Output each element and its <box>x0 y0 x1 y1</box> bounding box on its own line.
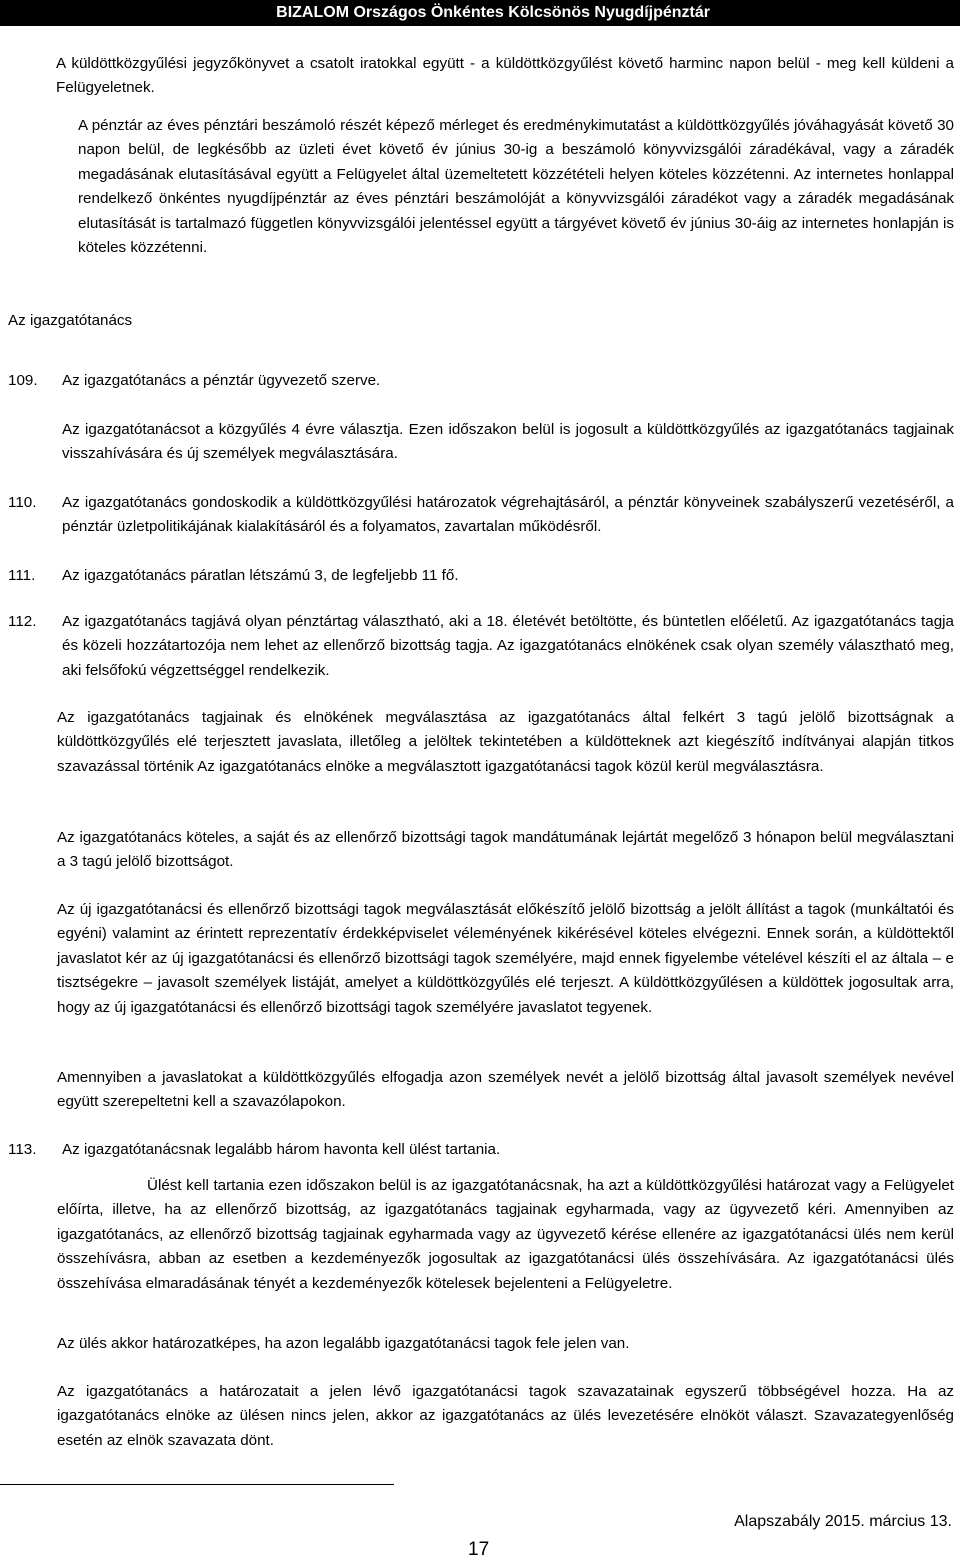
item-text-110: Az igazgatótanács gondoskodik a küldöttközgyűlési határozatok végrehajtásáról, a pénztár könyveinek szabályszerű vezetéséről, a pénztár üzletpolitikájának kialakításáról és a folyamatos, zavartalan működésről. <box>62 494 954 536</box>
item-113-paragraph-4: Az igazgatótanács a határozatait a jelen lévő igazgatótanácsi tagok szavazatainak egyszerű többségével hozza. Ha az igazgatótanács elnöke az ülésen nincs jelen, akkor az igazgatótanács az ülés levezetésére elnököt választ. Szavazategyenlőség esetén az elnök szavazata dönt. <box>57 1383 954 1449</box>
item-112-paragraph-2: Az igazgatótanács tagjainak és elnökének megválasztása az igazgatótanács által felkért 3 tagú jelölő bizottságnak a küldöttközgyűlés elé terjesztett javaslata, illetőleg a jelöltek tekintetében a küldötteknek azt kiegészítő indítványai alapján titkos szavazással történik Az igazgatótanács elnöke a megválasztott igazgatótanácsi tagok közül kerül megválasztásra. <box>57 709 954 775</box>
item-number-111: 111. <box>8 567 36 584</box>
page-number: 17 <box>468 1539 490 1560</box>
item-number-112: 112. <box>8 613 37 630</box>
item-number-109: 109. <box>8 372 38 389</box>
paragraph-intro: A küldöttközgyűlési jegyzőkönyvet a csatolt iratokkal együtt - a küldöttközgyűlést követő harminc napon belül - meg kell küldeni a Felügyeletnek. <box>56 55 954 97</box>
header-band <box>0 0 960 26</box>
item-text-111: Az igazgatótanács páratlan létszámú 3, de legfeljebb 11 fő. <box>62 567 459 584</box>
item-112-paragraph-3: Az igazgatótanács köteles, a saját és az ellenőrző bizottsági tagok mandátumának lejártát megelőző 3 hónapon belül megválasztani a 3 tagú jelölő bizottságot. <box>57 829 954 871</box>
item-sub-109: Az igazgatótanácsot a közgyűlés 4 évre választja. Ezen időszakon belül is jogosult a küldöttközgyűlés az igazgatótanács tagjainak visszahívására és új személyek megválasztására. <box>62 421 954 463</box>
item-text-112: Az igazgatótanács tagjává olyan pénztártag választható, aki a 18. életévét betöltötte, és büntetlen előéletű. Az igazgatótanács tagja és közeli hozzátartozója nem lehet az ellenőrző bizottság tagja. Az igazgatótanács elnökének csak olyan személy választható meg, aki felsőfokú végzettséggel rendelkezik. <box>62 613 954 679</box>
document-header-title: BIZALOM Országos Önkéntes Kölcsönös Nyugdíjpénztár <box>276 4 710 21</box>
paragraph-beszamolo: A pénztár az éves pénztári beszámoló részét képező mérleget és eredménykimutatást a küldöttközgyűlés jóváhagyását követő 30 napon belül, de legkésőbb az üzleti évet követő év június 30-ig a beszámoló könyvvizsgálói záradékával, vagy a záradék megadásának elutasításával együtt a Felügyelet által üzemeltetett közzétételi helyen köteles közzétenni. Az internetes honlappal rendelkező önkéntes nyugdíjpénztár az éves pénztári beszámolóját a könyvvizsgálói záradékot vagy a záradék megadásának elutasítását is tartalmazó független könyvvizsgálói jelentéssel együtt a tárgyévet követő év június 30-áig az internetes honlapján is köteles közzétenni. <box>78 117 954 257</box>
item-113-paragraph-2: Ülést kell tartania ezen időszakon belül is az igazgatótanácsnak, ha azt a küldöttközgyűlési határozat vagy a Felügyelet előírta, illetve, ha az ellenőrző bizottság, az igazgatótanács tagjainak egyharmada, vagy az ügyvezető kéri. Amennyiben az igazgatótanács, az ellenőrző bizottság tagjainak egyharmada vagy az ügyvezető kérése ellenére az igazgatótanácsi ülés nem kerül összehívásra, abban az esetben a kezdeményezők jogosultak az igazgatótanácsi ülés összehívására. Az igazgatótanácsi ülés összehívása elmaradásának tényét a kezdeményezők kötelesek bejelenteni a Felügyeletre. <box>57 1177 954 1292</box>
item-112-paragraph-4: Az új igazgatótanácsi és ellenőrző bizottsági tagok megválasztását előkészítő jelölő bizottság a jelölt állítást a tagok (munkáltatói és egyéni) valamint az érintett reprezentatív érdekképviselet véleményének kikérésével köteles elvégezni. Ennek során, a küldöttektől javaslatot kér az új igazgatótanácsi és ellenőrző bizottsági tagok személyére, majd ennek figyelembe vételével készíti el az általa – e tisztségekre – javasolt személyek listáját, amelyet a küldöttközgyűlés elé terjeszt. A küldöttközgyűlésen a küldöttek jogosultak arra, hogy az új igazgatótanácsi és ellenőrző bizottsági tagok személyére javaslatot tegyenek. <box>57 901 954 1016</box>
footer-document-date: Alapszabály 2015. március 13. <box>734 1513 952 1530</box>
footer-divider <box>0 1484 394 1485</box>
item-text-113: Az igazgatótanácsnak legalább három havonta kell ülést tartania. <box>62 1141 501 1158</box>
item-112-paragraph-5: Amennyiben a javaslatokat a küldöttközgyűlés elfogadja azon személyek nevét a jelölő bizottság által javasolt személyek nevével együtt szerepeltetni kell a szavazólapokon. <box>57 1069 954 1111</box>
item-number-110: 110. <box>8 494 37 511</box>
item-number-113: 113. <box>8 1141 37 1158</box>
section-heading: Az igazgatótanács <box>8 312 133 329</box>
item-text-109: Az igazgatótanács a pénztár ügyvezető szerve. <box>62 372 381 389</box>
item-113-paragraph-3: Az ülés akkor határozatképes, ha azon legalább igazgatótanácsi tagok fele jelen van. <box>57 1335 630 1352</box>
